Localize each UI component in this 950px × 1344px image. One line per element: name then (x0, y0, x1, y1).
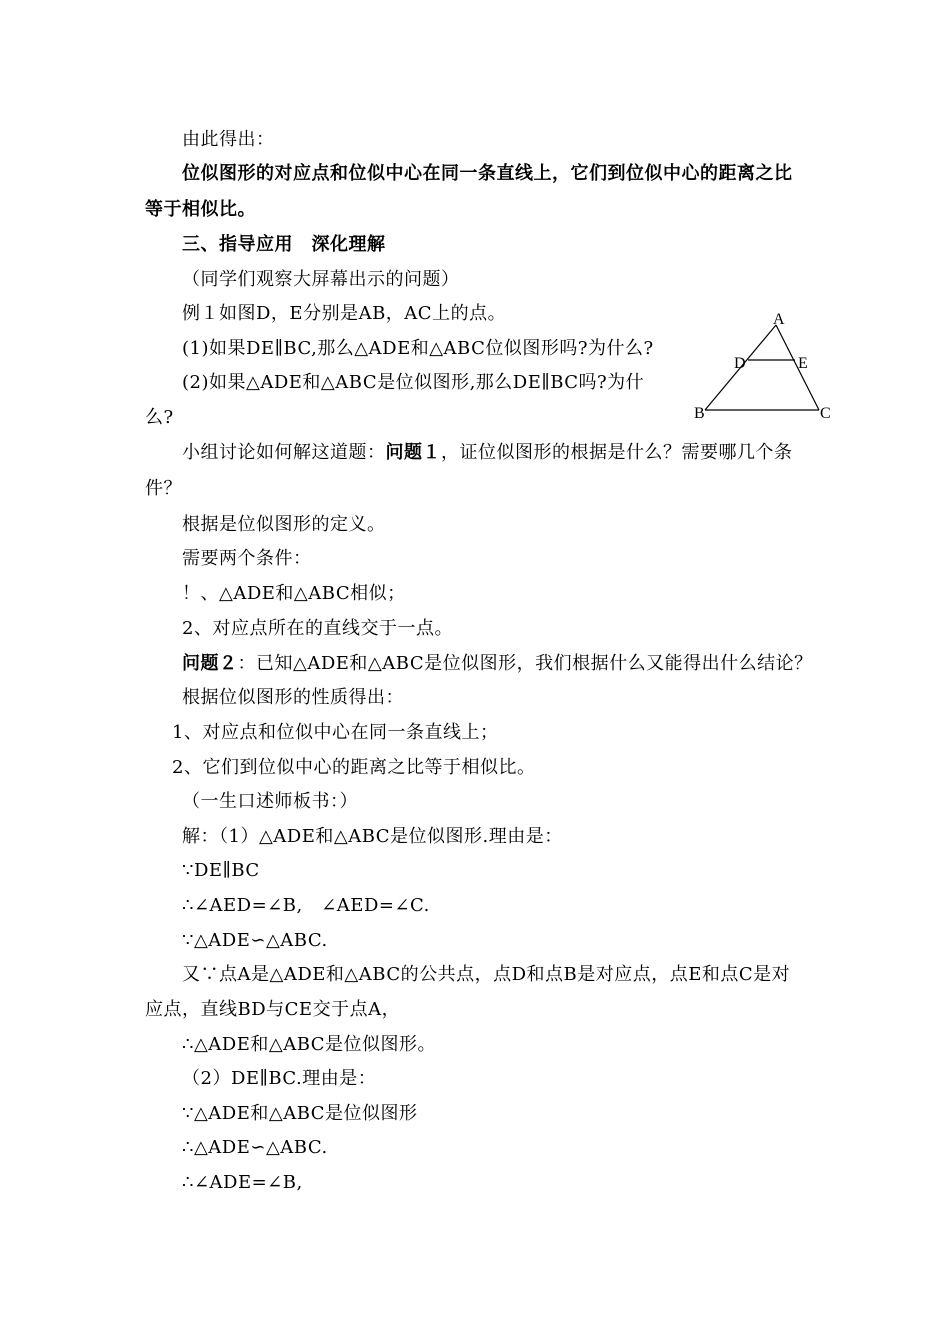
text-line: 根据位似图形的性质得出： (182, 687, 404, 708)
conclusion-line: 等于相似比。 (145, 199, 256, 220)
text-line: 1、对应点和位似中心在同一条直线上； (172, 722, 499, 743)
text-line: 根据是位似图形的定义。 (182, 514, 386, 535)
text-line: （一生口述师板书：） (182, 791, 358, 812)
text-line: 应点，直线BD与CE交于点A， (145, 999, 401, 1020)
label-d: D (734, 355, 746, 372)
text-line: ∴△ADE和△ABC是位似图形。 (182, 1034, 437, 1055)
conclusion-line: 位似图形的对应点和位似中心在同一条直线上，它们到位似中心的距离之比 (182, 163, 793, 184)
text-segment: ：已知△ADE和△ABC是位似图形，我们根据什么又能得出什么结论？ (237, 653, 813, 674)
text-line: （2）DE∥BC.理由是： (182, 1068, 377, 1089)
label-e: E (798, 355, 808, 372)
text-line: 2、它们到位似中心的距离之比等于相似比。 (172, 757, 536, 778)
text-line: 由此得出： (182, 129, 275, 150)
text-line: (1)如果DE∥BC,那么△ADE和△ABC位似图形吗?为什么? (182, 338, 654, 359)
text-line: ∵△ADE和△ABC是位似图形 (182, 1103, 418, 1124)
text-segment: ，证位似图形的根据是什么？需要哪几个条 (441, 442, 793, 463)
text-line: 么? (145, 407, 174, 428)
question-label: 问题２ (182, 653, 238, 674)
text-line: ！、△ADE和△ABC相似； (182, 583, 406, 604)
section-heading: 三、指导应用 深化理解 (182, 234, 386, 255)
text-line: 又∵点A是△ADE和△ABC的公共点，点D和点B是对应点，点E和点C是对 (182, 964, 791, 985)
text-line: ∴∠ADE=∠B, (182, 1172, 303, 1193)
text-line: ∴∠AED=∠B, ∠AED=∠C. (182, 895, 430, 916)
text-line: （同学们观察大屏幕出示的问题） (182, 269, 460, 290)
text-line: 解：（1）△ADE和△ABC是位似图形.理由是： (182, 826, 563, 847)
text-line: 2、对应点所在的直线交于一点。 (182, 618, 453, 639)
text-line: ∵△ADE∽△ABC. (182, 930, 328, 951)
text-line: 需要两个条件： (182, 548, 312, 569)
text-line: (2)如果△ADE和△ABC是位似图形,那么DE∥BC吗?为什 (182, 372, 645, 393)
label-b: B (694, 405, 705, 422)
label-a: A (773, 311, 785, 328)
text-line: 例１如图D，E分别是AB，AC上的点。 (182, 303, 507, 324)
triangle-diagram (686, 310, 846, 430)
text-line: ∵DE∥BC (182, 860, 260, 881)
text-line (182, 652, 813, 676)
text-line: ∴△ADE∽△ABC. (182, 1137, 328, 1158)
question-label: 问题１ (385, 442, 441, 463)
text-line (182, 441, 793, 465)
label-c: C (820, 405, 831, 422)
text-line: 件？ (145, 478, 182, 499)
text-segment: 小组讨论如何解这道题： (182, 442, 386, 463)
